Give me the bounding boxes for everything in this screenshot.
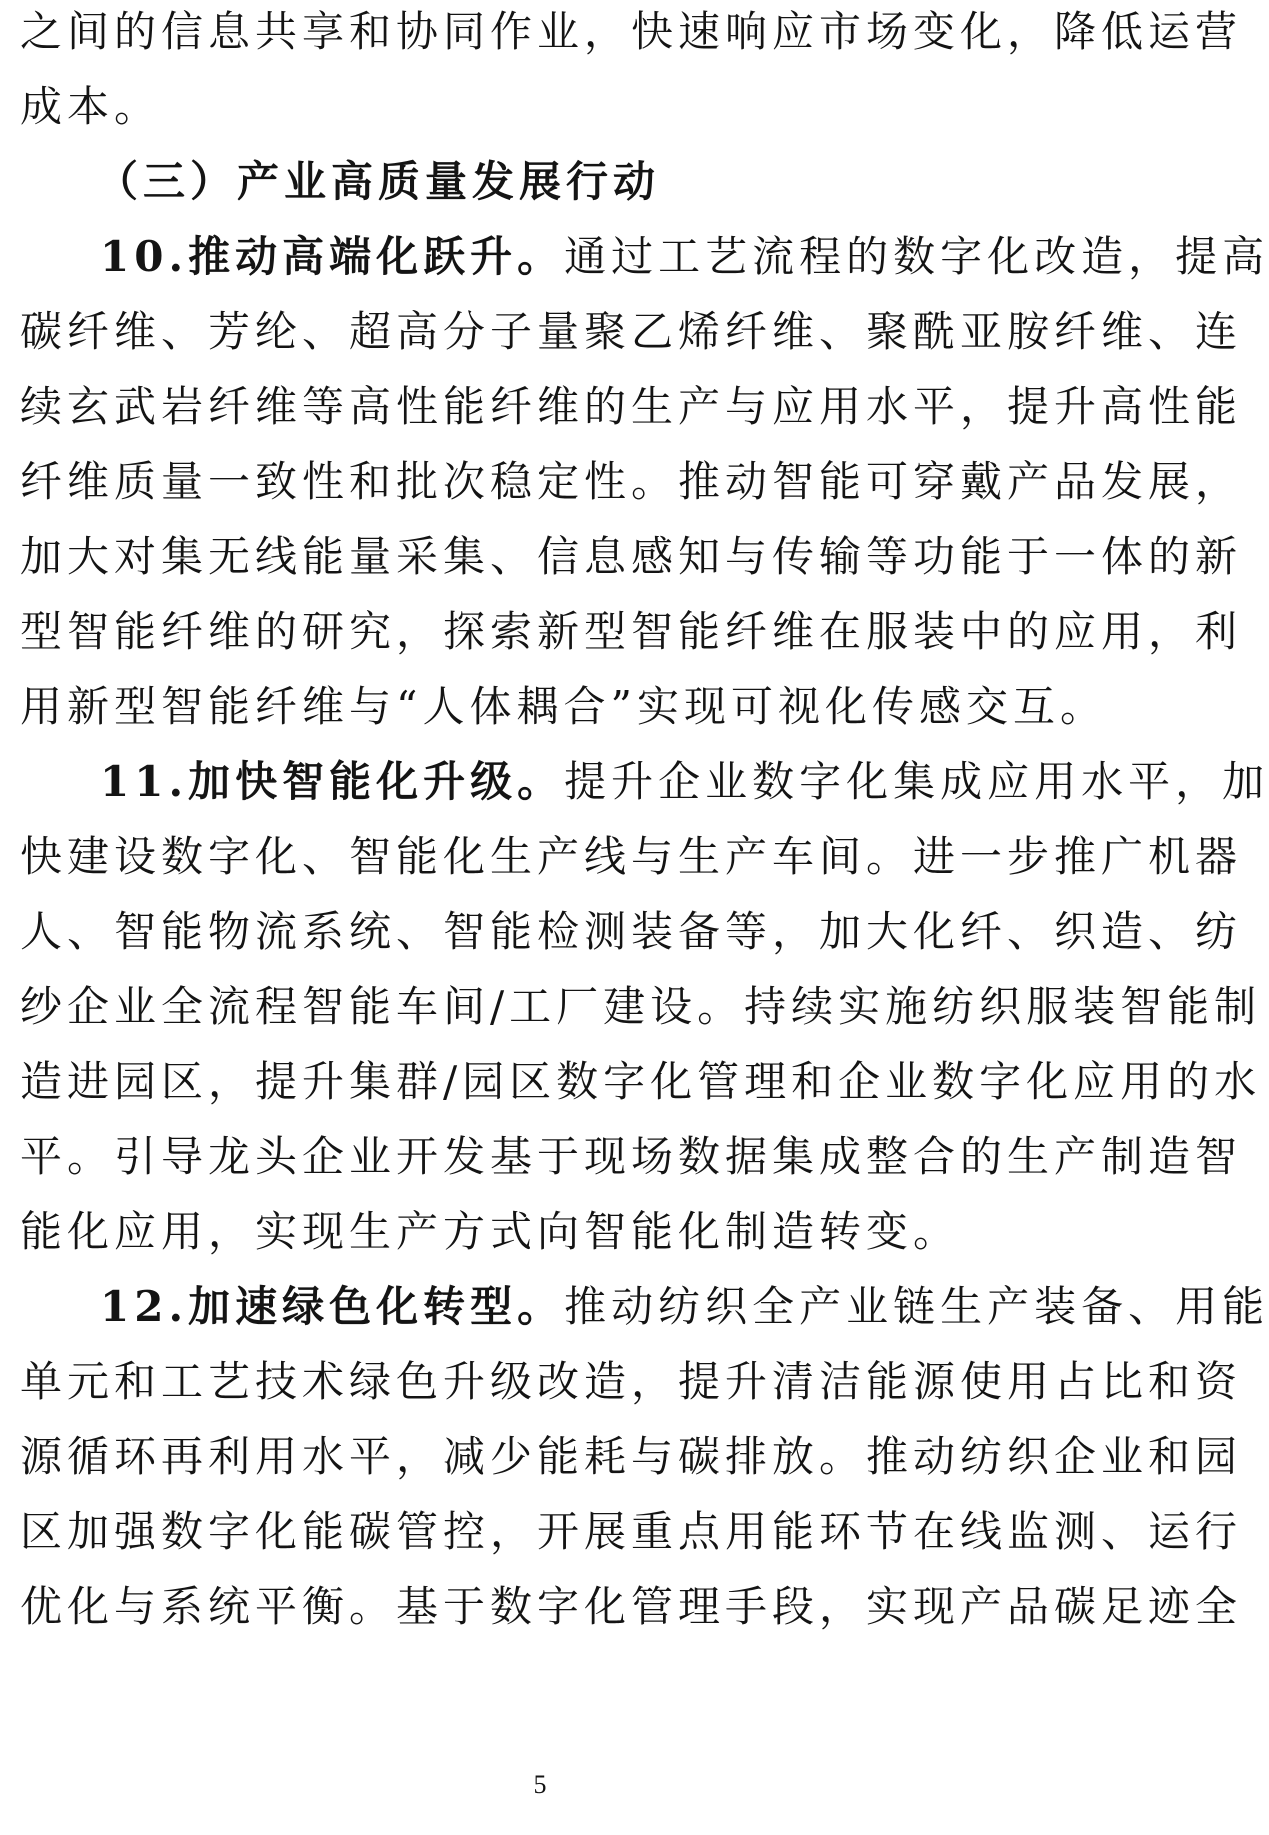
text-line-17 <box>20 1208 1060 1256</box>
item-10-first-line <box>100 232 1269 281</box>
item-11-first-line <box>100 757 1269 806</box>
item-11-title: 11.加快智能化升级。 <box>100 757 565 806</box>
text-line-12 <box>20 832 1243 881</box>
text-line-19 <box>20 1357 1243 1406</box>
text-line-5 <box>20 307 1243 356</box>
text-line-8 <box>20 532 1243 581</box>
item-10-title: 10.推动高端化跃升。 <box>100 232 565 281</box>
line-text: 续玄武岩纤维等高性能纤维的生产与应用水平，提升高性能 <box>20 382 1243 431</box>
line-text: 造进园区，提升集群/园区数字化管理和企业数字化应用的水 <box>20 1057 1262 1106</box>
item-12-first-line <box>100 1282 1269 1331</box>
line-text: 推动纺织全产业链生产装备、用能 <box>564 1282 1269 1331</box>
line-text: 成本。 <box>20 82 162 131</box>
line-text: 碳纤维、芳纶、超高分子量聚乙烯纤维、聚酰亚胺纤维、连 <box>20 307 1243 356</box>
line-text: 区加强数字化能碳管控，开展重点用能环节在线监测、运行 <box>20 1507 1243 1556</box>
text-line-6 <box>20 382 1243 431</box>
line-text: 优化与系统平衡。基于数字化管理手段，实现产品碳足迹全 <box>20 1582 1243 1631</box>
line-text: 纤维质量一致性和批次稳定性。推动智能可穿戴产品发展， <box>20 457 1243 506</box>
line-text: 单元和工艺技术绿色升级改造，提升清洁能源使用占比和资 <box>20 1357 1243 1406</box>
text-line-15 <box>20 1057 1262 1106</box>
line-text: 快建设数字化、智能化生产线与生产车间。进一步推广机器 <box>20 832 1243 881</box>
text-line-10 <box>20 682 1107 731</box>
line-text: 提升企业数字化集成应用水平，加 <box>564 757 1269 806</box>
text-line-20 <box>20 1432 1243 1481</box>
text-line-14 <box>20 982 1262 1031</box>
text-line-9 <box>20 607 1243 656</box>
line-text: 通过工艺流程的数字化改造，提高 <box>564 232 1269 281</box>
text-line-22 <box>20 1582 1243 1631</box>
line-text: 型智能纤维的研究，探索新型智能纤维在服装中的应用，利 <box>20 607 1243 656</box>
page-number: 5 <box>533 1770 547 1799</box>
line-text: 源循环再利用水平，减少能耗与碳排放。推动纺织企业和园 <box>20 1432 1243 1481</box>
line-text: 能化应用，实现生产方式向智能化制造转变。 <box>20 1207 961 1256</box>
text-line-7 <box>20 457 1243 506</box>
section-heading <box>96 158 660 206</box>
text-line-21 <box>20 1507 1243 1556</box>
line-text: 之间的信息共享和协同作业，快速响应市场变化，降低运营 <box>20 7 1243 56</box>
text-line-1 <box>20 7 1243 56</box>
line-text: 加大对集无线能量采集、信息感知与传输等功能于一体的新 <box>20 532 1243 581</box>
text-line-16 <box>20 1132 1243 1181</box>
line-text: 用新型智能纤维与“人体耦合”实现可视化传感交互。 <box>20 682 1107 731</box>
line-text: 纱企业全流程智能车间/工厂建设。持续实施纺织服装智能制 <box>20 982 1262 1031</box>
text-line-2 <box>20 83 1060 131</box>
line-text: 平。引导龙头企业开发基于现场数据集成整合的生产制造智 <box>20 1132 1243 1181</box>
text-line-13 <box>20 907 1243 956</box>
section-heading-text: （三）产业高质量发展行动 <box>96 157 661 206</box>
item-12-title: 12.加速绿色化转型。 <box>100 1282 565 1331</box>
line-text: 人、智能物流系统、智能检测装备等，加大化纤、织造、纺 <box>20 907 1243 956</box>
